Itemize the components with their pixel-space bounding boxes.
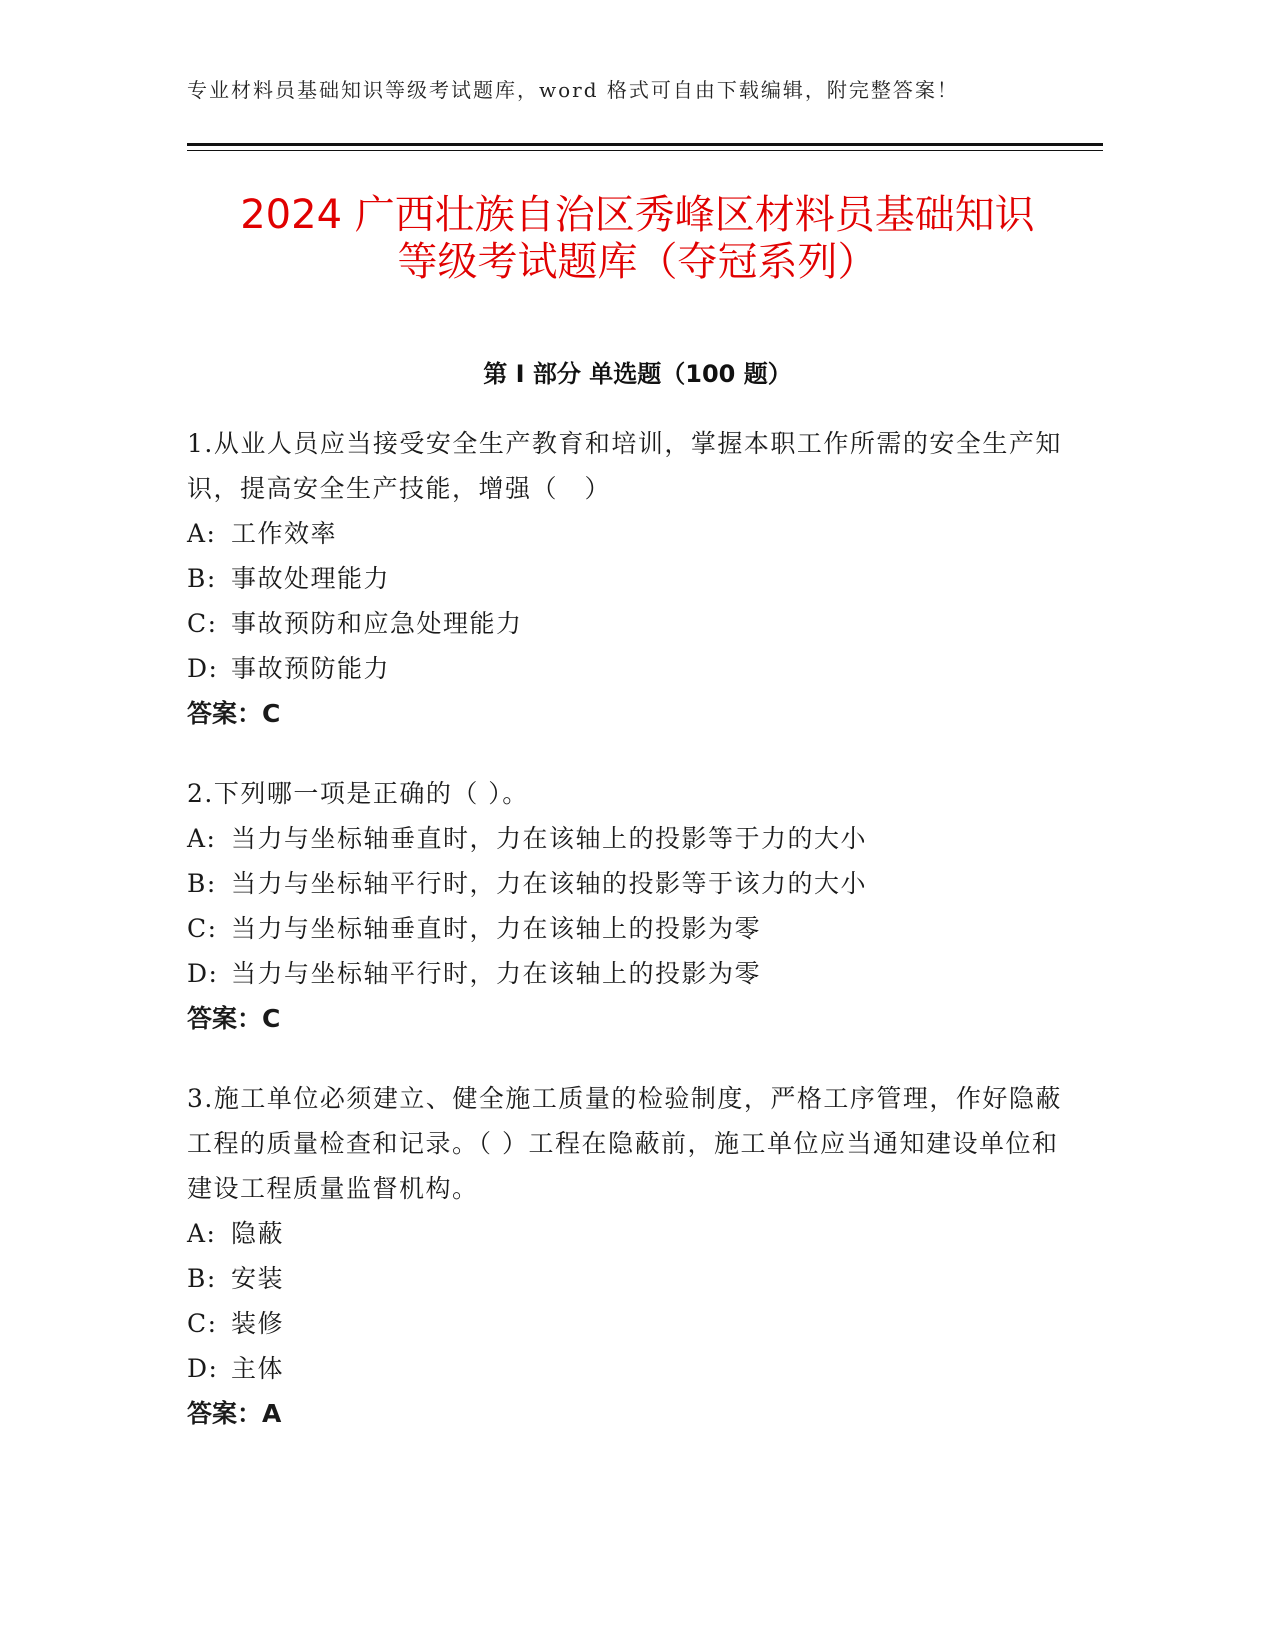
title-line-2: 等级考试题库（夺冠系列）: [397, 239, 878, 285]
option-label: B:: [187, 564, 217, 593]
option-text: 当力与坐标轴垂直时，力在该轴上的投影为零: [231, 914, 762, 943]
option-text: 安装: [231, 1264, 285, 1293]
option-label: A:: [187, 519, 217, 548]
option-text: 主体: [231, 1354, 285, 1383]
title-line-1: 2024 广西壮族自治区秀峰区材料员基础知识: [240, 192, 1035, 238]
header-rule-thick: [187, 143, 1103, 146]
question-text: 2.下列哪一项是正确的（ ）。: [187, 779, 529, 808]
option-d: [187, 1346, 1067, 1391]
option-label: C:: [187, 1309, 218, 1338]
option-text: 工作效率: [231, 519, 338, 548]
document-title: [150, 192, 1125, 286]
answer: 答案：C: [187, 699, 281, 728]
option-d: [187, 646, 1067, 691]
option-label: D:: [187, 1354, 219, 1383]
option-label: A:: [187, 824, 217, 853]
option-c: [187, 906, 1067, 951]
option-b: [187, 556, 1067, 601]
header-rule-thin: [187, 150, 1103, 151]
option-a: [187, 511, 1067, 556]
question-1: [187, 421, 1067, 736]
answer: 答案：A: [187, 1399, 282, 1428]
option-text: 当力与坐标轴垂直时，力在该轴上的投影等于力的大小: [231, 824, 868, 853]
option-label: D:: [187, 654, 219, 683]
option-text: 事故预防能力: [231, 654, 391, 683]
option-c: [187, 1301, 1067, 1346]
answer: 答案：C: [187, 1004, 281, 1033]
question-2: [187, 771, 1067, 1041]
option-label: A:: [187, 1219, 217, 1248]
option-label: C:: [187, 609, 218, 638]
header-note: 专业材料员基础知识等级考试题库，word 格式可自由下载编辑，附完整答案！: [187, 78, 959, 102]
option-label: D:: [187, 959, 219, 988]
option-text: 事故处理能力: [231, 564, 391, 593]
section-title: 第 I 部分 单选题（100 题）: [483, 360, 792, 388]
option-a: [187, 1211, 1067, 1256]
option-c: [187, 601, 1067, 646]
option-d: [187, 951, 1067, 996]
option-b: [187, 1256, 1067, 1301]
question-3: [187, 1076, 1067, 1436]
option-text: 事故预防和应急处理能力: [231, 609, 523, 638]
option-text: 装修: [231, 1309, 285, 1338]
question-text: 1.从业人员应当接受安全生产教育和培训，掌握本职工作所需的安全生产知识，提高安全生产技能，增强（ ）: [187, 429, 1062, 503]
option-b: [187, 861, 1067, 906]
option-text: 当力与坐标轴平行时，力在该轴的投影等于该力的大小: [231, 869, 868, 898]
option-label: B:: [187, 1264, 217, 1293]
option-label: C:: [187, 914, 218, 943]
option-text: 隐蔽: [231, 1219, 285, 1248]
option-a: [187, 816, 1067, 861]
option-label: B:: [187, 869, 217, 898]
question-text: 3.施工单位必须建立、健全施工质量的检验制度，严格工序管理，作好隐蔽工程的质量检查和记录。（ ）工程在隐蔽前，施工单位应当通知建设单位和建设工程质量监督机构。: [187, 1084, 1062, 1203]
option-text: 当力与坐标轴平行时，力在该轴上的投影为零: [231, 959, 762, 988]
